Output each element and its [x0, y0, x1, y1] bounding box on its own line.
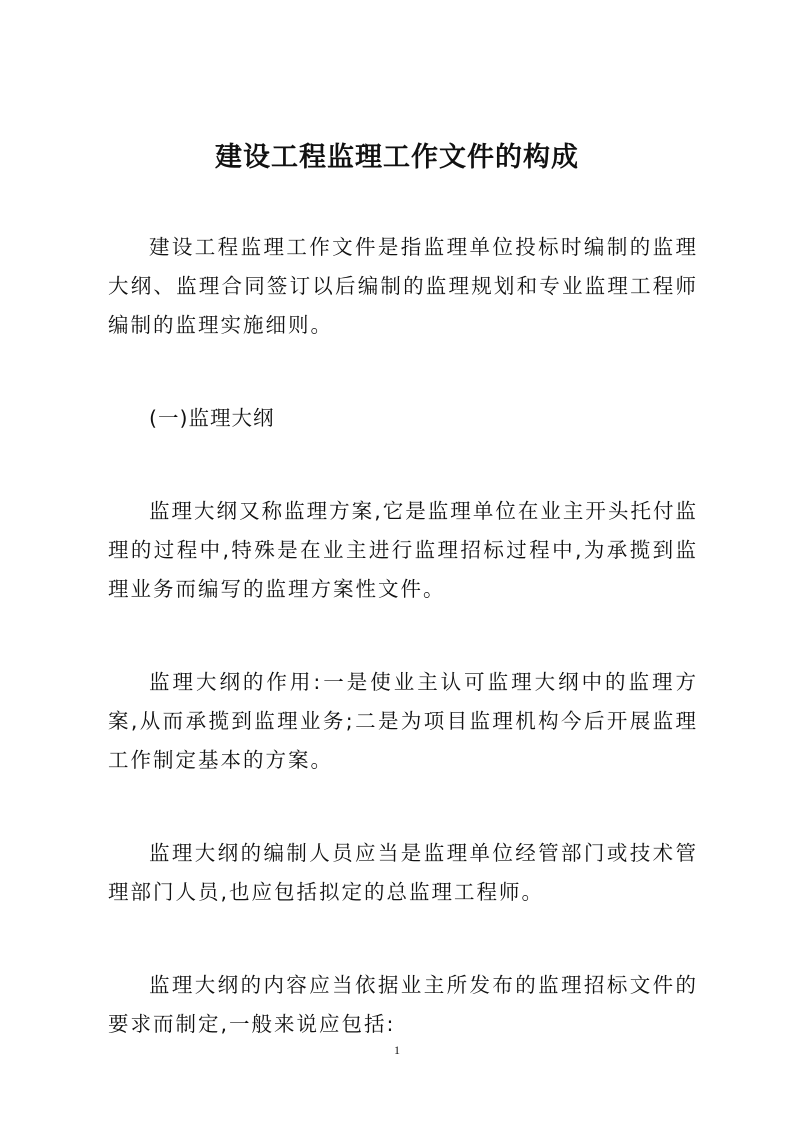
section-heading-outline: (一)监理大纲: [149, 406, 275, 430]
document-title: 建设工程监理工作文件的构成: [215, 142, 579, 173]
paragraph-outline-contents: 监理大纲的内容应当依据业主所发布的监理招标文件的要求而制定,一般来说应包括:: [108, 973, 698, 1036]
paragraph-outline-purpose: 监理大纲的作用:一是使业主认可监理大纲中的监理方案,从而承揽到监理业务;二是为项目监理机构今后开展监理工作制定基本的方案。: [108, 670, 698, 772]
paragraph-intro: 建设工程监理工作文件是指监理单位投标时编制的监理大纲、监理合同签订以后编制的监理规划和专业监理工程师编制的监理实施细则。: [108, 235, 698, 337]
paragraph-outline-definition: 监理大纲又称监理方案,它是监理单位在业主开头托付监理的过程中,特殊是在业主进行监理招标过程中,为承揽到监理业务而编写的监理方案性文件。: [108, 499, 698, 601]
paragraph-outline-authors: 监理大纲的编制人员应当是监理单位经管部门或技术管理部门人员,也应包括拟定的总监理工程师。: [108, 841, 698, 904]
page-number: 1: [394, 1043, 400, 1057]
document-body: [108, 228, 698, 1098]
